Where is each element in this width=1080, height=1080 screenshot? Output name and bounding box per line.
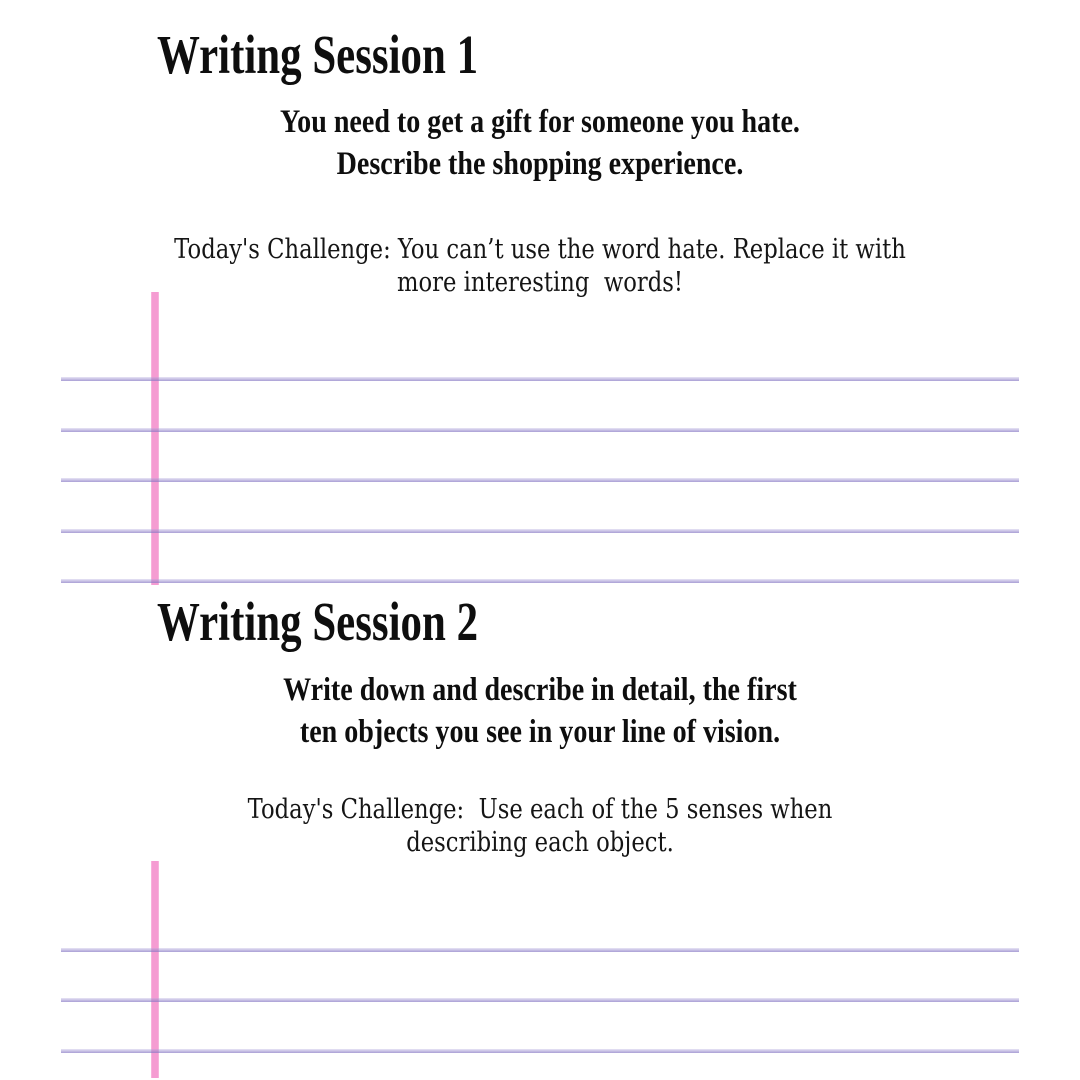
session-2-ruled-line xyxy=(61,1049,1019,1053)
session-1-prompt xyxy=(81,101,999,185)
session-1-prompt-line-1: You need to get a gift for someone you hate. xyxy=(280,104,800,140)
session-1-title: Writing Session 1 xyxy=(157,24,479,85)
session-1-ruled-line xyxy=(61,428,1019,432)
session-1-ruled-line xyxy=(61,377,1019,381)
session-2-challenge-line-1: Today's Challenge: Use each of the 5 senses when xyxy=(247,794,833,825)
session-2-challenge-line-2: describing each object. xyxy=(406,827,674,858)
session-2-prompt-line-1: Write down and describe in detail, the first xyxy=(283,672,797,708)
session-2-title: Writing Session 2 xyxy=(157,591,479,652)
session-1-prompt-line-2: Describe the shopping experience. xyxy=(336,146,744,182)
session-1-challenge xyxy=(86,233,993,299)
session-2-prompt xyxy=(81,669,999,753)
session-1-challenge-line-2: more interesting words! xyxy=(396,267,684,298)
session-1-ruled-line xyxy=(61,579,1019,583)
session-1-ruled-line xyxy=(61,529,1019,533)
session-2-prompt-line-2: ten objects you see in your line of vision. xyxy=(299,714,781,750)
session-1-challenge-line-1: Today's Challenge: You can’t use the word hate. Replace it with xyxy=(174,234,906,265)
session-1-margin-line xyxy=(151,292,159,585)
session-2-ruled-line xyxy=(61,948,1019,952)
session-1-ruled-line xyxy=(61,478,1019,482)
session-2-margin-line xyxy=(151,861,159,1078)
session-2-challenge xyxy=(86,793,993,859)
session-2-ruled-line xyxy=(61,998,1019,1002)
